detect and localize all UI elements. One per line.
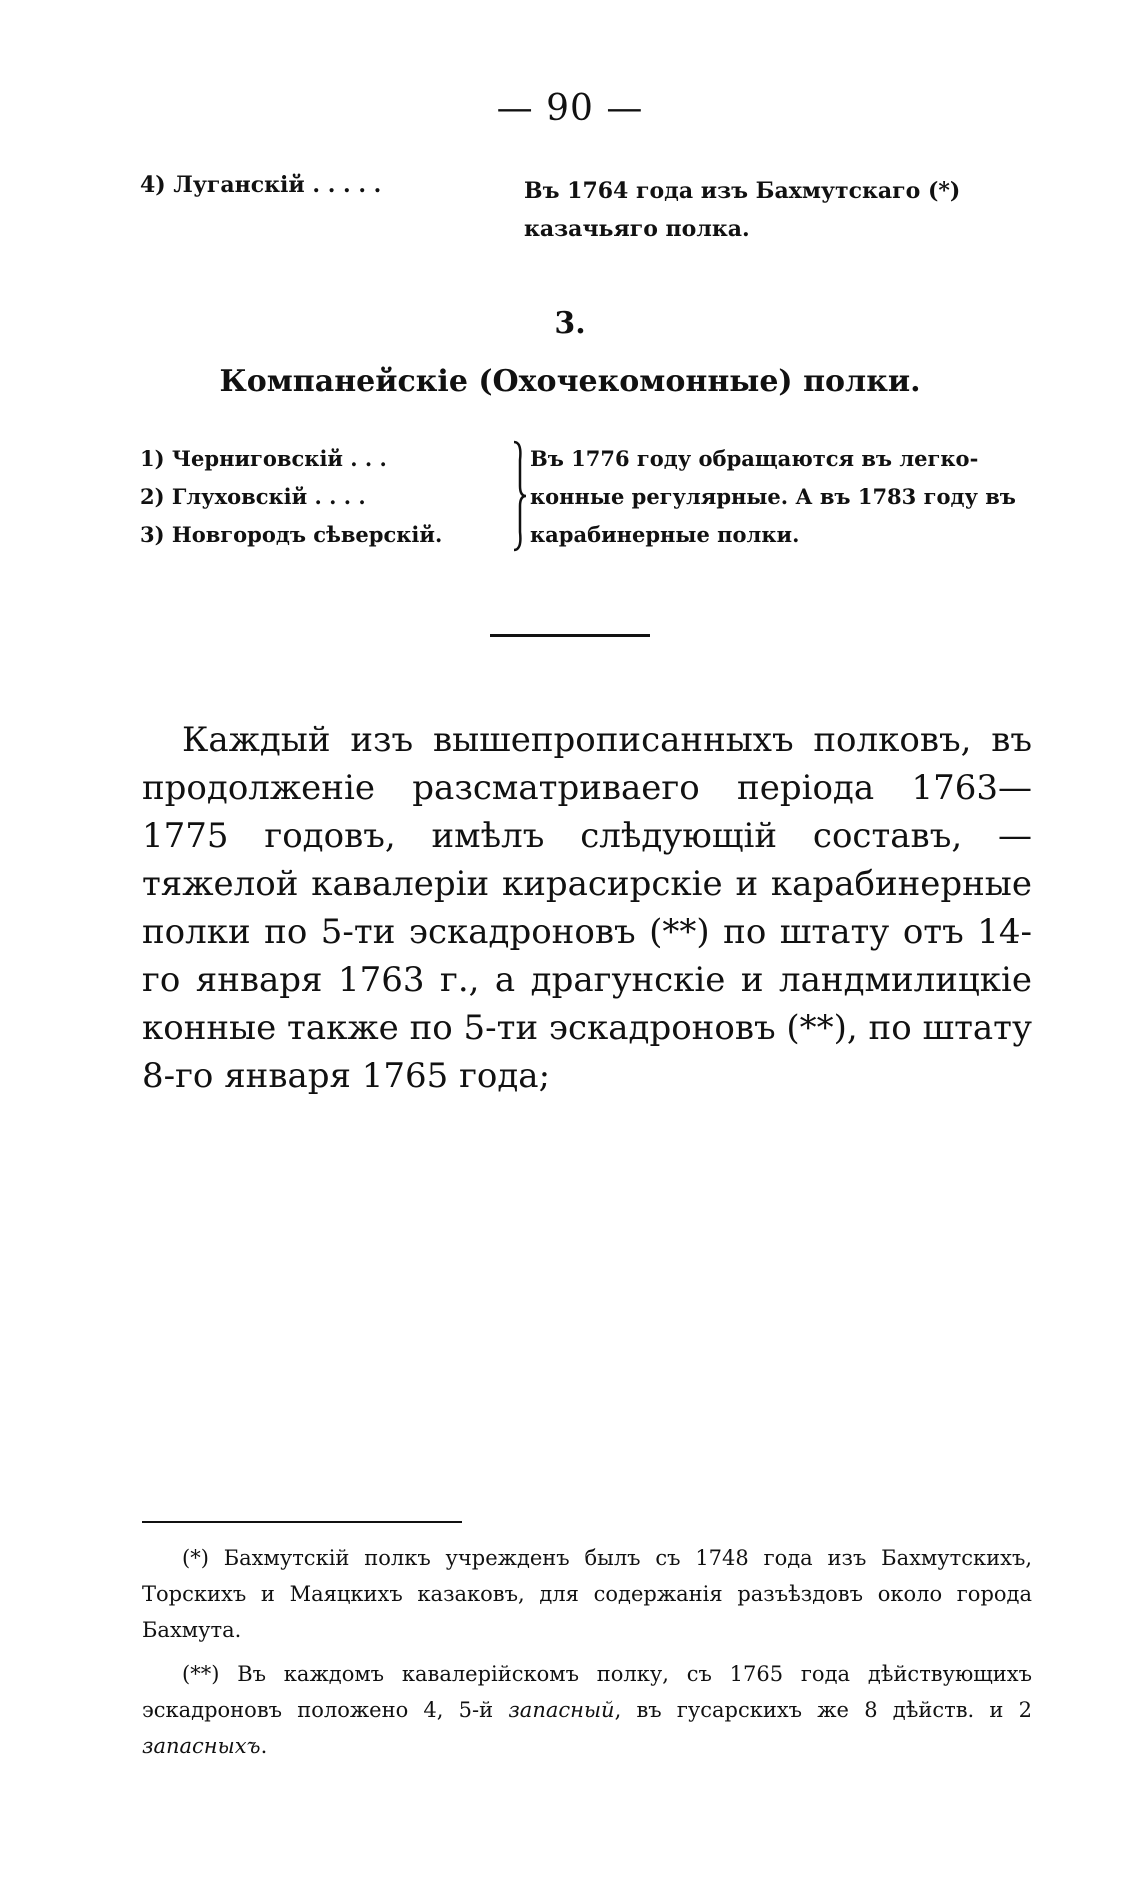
regiment-item: 1) Черниговскій . . . xyxy=(140,446,387,471)
regiment-names xyxy=(140,440,510,554)
footnote-2-text: (**) Въ каждомъ кавалерійскомъ полку, съ 1765 года дѣйствующихъ эскадроновъ положено 4, 5-й xyxy=(142,1662,1032,1722)
page-number: — 90 — xyxy=(496,88,644,129)
regiment-note: Въ 1764 года изъ Бахмутскаго (*) казачьяго полка. xyxy=(524,178,961,242)
footnote-2-text: , въ гусарскихъ же 8 дѣйств. и 2 xyxy=(614,1698,1032,1722)
regiment-group-note: Въ 1776 году обращаются въ легко-конные регулярные. А въ 1783 году въ карабинерные полки. xyxy=(530,446,1016,547)
regiment-item: 2) Глуховскій . . . . xyxy=(140,484,366,509)
regiment-name: 4) Луганскій . . . . . xyxy=(140,172,382,198)
footnote-2-text: . xyxy=(260,1734,268,1758)
section-divider xyxy=(490,634,650,637)
footnote-2-emphasis: запасныхъ xyxy=(142,1734,261,1758)
curly-brace-icon xyxy=(510,440,528,552)
footnote-rule xyxy=(142,1521,462,1523)
section-number: 3. xyxy=(554,306,586,341)
section-title: Компанейскіе (Охочекомонные) полки. xyxy=(219,364,921,399)
footnote-2-emphasis: запасный xyxy=(508,1698,615,1722)
footnotes xyxy=(142,1540,1032,1772)
footnote-2 xyxy=(142,1656,1032,1764)
footnote-1: (*) Бахмутскій полкъ учрежденъ былъ съ 1748 года изъ Бахмутскихъ, Торскихъ и Маяцкихъ казаковъ, для содержанія разъѣздовъ около города Бахмута. xyxy=(142,1546,1032,1642)
body-paragraph: Каждый изъ вышепрописанныхъ полковъ, въ продолженіе разсматриваего періода 1763—1775 годовъ, имѣлъ слѣдующій составъ, — тяжелой кавалеріи кирасирскіе и карабинерные полки по 5-ти эскадроновъ (**) по штату отъ 14-го января 1763 г., а драгунскіе и ландмилицкіе конные также по 5-ти эскадроновъ (**), по штату 8-го января 1765 года; xyxy=(142,720,1032,1096)
regiment-item: 3) Новгородъ сѣверскій. xyxy=(140,522,443,547)
